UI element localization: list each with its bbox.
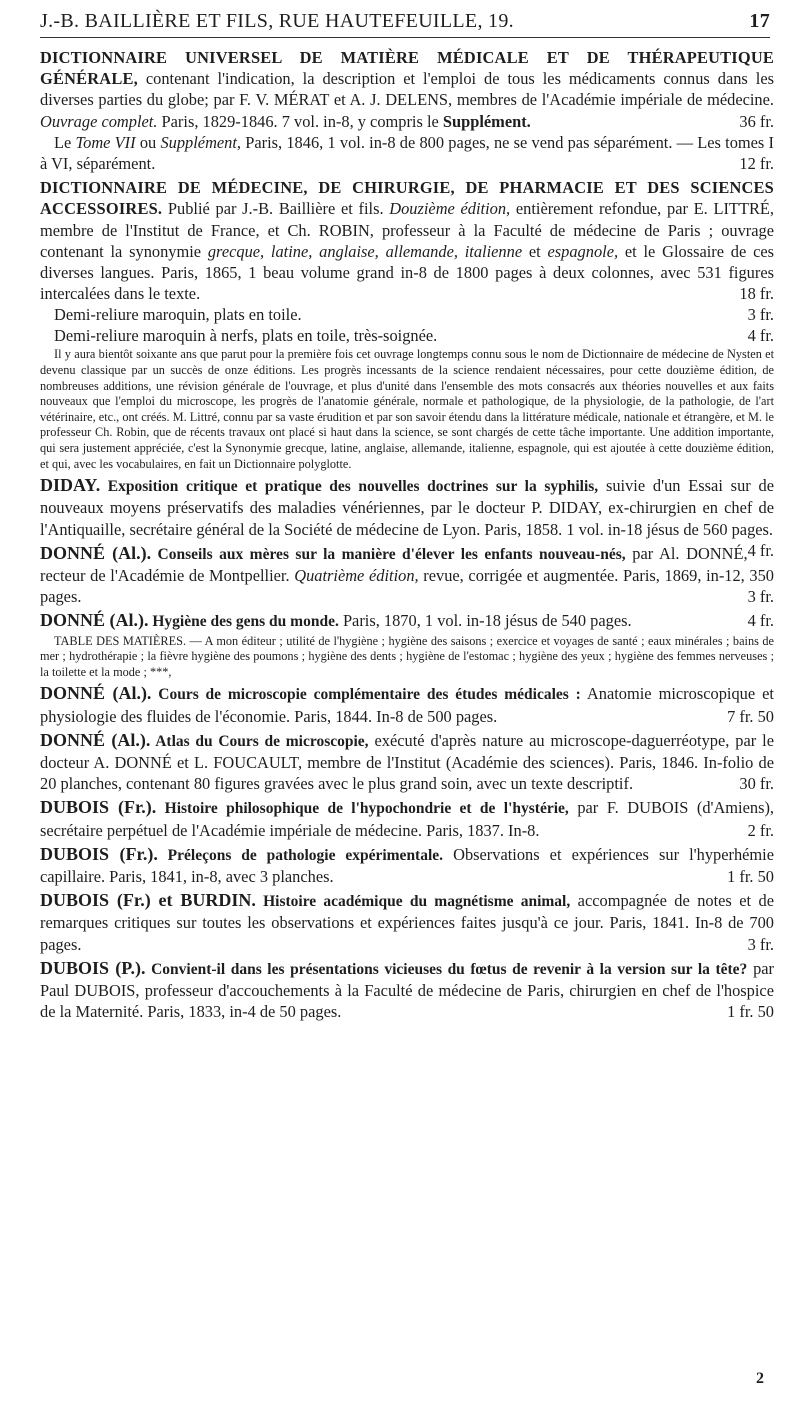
entry-text: DONNÉ (Al.). Cours de microscopie complémentaire des études médicales : Anatomie microscopique et physiologie des fluides de l'économie. Paris, 1844. In-8 de 500 pages. 7 fr. 50 bbox=[40, 683, 774, 726]
catalogue-entry bbox=[40, 543, 774, 608]
catalogue-entry bbox=[40, 610, 774, 680]
catalogue-entry bbox=[40, 47, 774, 174]
entry-text: DUBOIS (P.). Convient-il dans les présentations vicieuses du fœtus de revenir à la version sur la tête? par Paul DUBOIS, professeur d'accouchements à la Faculté de médecine de Paris, chirurgien en chef de l'hospice de la Maternité. Paris, 1833, in-4 de 50 pages. 1 fr. 50 bbox=[40, 957, 775, 1022]
entry-price: 4 fr. bbox=[747, 540, 774, 560]
entry-text: DIDAY. Exposition critique et pratique des nouvelles doctrines sur la syphilis, suivie d'un Essai sur de nouveaux moyens préservatifs des maladies vénériennes, par le docteur P. DIDAY, ex-chirurgien en chef de l'Antiquaille, secrétaire général de la Société de médecine de Lyon. Paris, 1858. 1 vol. in-18 jésus de 560 pages. 4 fr. bbox=[40, 475, 774, 560]
entry-price: 3 fr. bbox=[747, 587, 774, 607]
catalogue-entry bbox=[40, 683, 774, 726]
catalogue-entries bbox=[40, 47, 774, 1025]
running-title: J.-B. BAILLIÈRE ET FILS, RUE HAUTEFEUILLE, 19. bbox=[40, 10, 514, 32]
entry-price: 1 fr. 50 bbox=[727, 1002, 774, 1022]
signature-mark: 2 bbox=[756, 1370, 764, 1387]
entry-text: DONNÉ (Al.). Hygiène des gens du monde. Paris, 1870, 1 vol. in-18 jésus de 540 pages. 4 fr. bbox=[40, 610, 774, 631]
page-number: 17 bbox=[749, 10, 770, 32]
entry-text: DUBOIS (Fr.) et BURDIN. Histoire académique du magnétisme animal, accompagnée de notes et de remarques critiques sur toutes les observations et expériences faites jusqu'à ce jour. Paris, 1841. In-8 de 700 pages. 3 fr. bbox=[40, 890, 774, 954]
entry-price: 4 fr. bbox=[747, 611, 774, 631]
entry-price: 36 fr. bbox=[739, 111, 774, 131]
catalogue-entry bbox=[40, 177, 774, 472]
running-head bbox=[40, 7, 770, 38]
catalogue-entry bbox=[40, 797, 774, 840]
catalogue-entry bbox=[40, 730, 774, 795]
entry-note: TABLE DES MATIÈRES. — A mon éditeur ; utilité de l'hygiène ; hygiène des saisons ; exercice et voyages de santé ; eaux minérales ; bains de mer ; hydrothérapie ; la fièvre hygiène des poumons ; hygiène des dents ; hygiène de l'estomac ; hygiène des yeux ; hygiène des femmes nerveuses ; la toilette et la mode ; ***, bbox=[40, 633, 774, 679]
catalogue-entry bbox=[40, 844, 774, 887]
entry-price: 3 fr. bbox=[747, 934, 774, 954]
catalogue-entry bbox=[40, 475, 774, 560]
entry-price: 7 fr. 50 bbox=[727, 706, 774, 726]
entry-price: 12 fr. bbox=[739, 154, 774, 174]
binding-option: Demi-reliure maroquin à nerfs, plats en toile, très-soignée. 4 fr. bbox=[54, 326, 774, 346]
entry-text: DICTIONNAIRE DE MÉDECINE, DE CHIRURGIE, DE PHARMACIE ET DES SCIENCES ACCESSOIRES. Publié par J.-B. Baillière et fils. Douzième édition, entièrement refondue, par E. LITTRÉ, membre de l'Institut de France, et Ch. ROBIN, professeur à la Faculté de médecine de Paris ; ouvrage contenant la synonymie grecque, latine, anglaise, allemande, italienne et espagnole, et le Glossaire de ces diverses langues. Paris, 1865, 1 beau volume grand in-8 de 1800 pages à deux colonnes, avec 531 figures intercalées dans le texte. 18 fr. bbox=[40, 178, 774, 304]
entry-price: 18 fr. bbox=[739, 284, 774, 304]
entry-text: DUBOIS (Fr.). Histoire philosophique de l'hypochondrie et de l'hystérie, par F. DUBOIS (d'Amiens), secrétaire perpétuel de l'Académie impériale de médecine. Paris, 1837. In-8. 2 fr. bbox=[40, 797, 775, 840]
entry-supplement: Le Tome VII ou Supplément, Paris, 1846, 1 vol. in-8 de 800 pages, ne se vend pas séparément. — Les tomes I à VI, séparément. 12 fr. bbox=[40, 132, 774, 174]
binding-option: Demi-reliure maroquin, plats en toile. 3 fr. bbox=[54, 305, 774, 325]
entry-price: 1 fr. 50 bbox=[727, 867, 774, 887]
entry-text: DONNÉ (Al.). Conseils aux mères sur la manière d'élever les enfants nouveau-nés, par Al. DONNÉ, recteur de l'Académie de Montpellier. Quatrième édition, revue, corrigée et augmentée. Paris, 1869, in-12, 350 pages. 3 fr. bbox=[40, 542, 775, 607]
entry-text: DICTIONNAIRE UNIVERSEL DE MATIÈRE MÉDICALE ET DE THÉRAPEUTIQUE GÉNÉRALE, contenant l'indication, la description et l'emploi de tous les médicaments connus dans les diverses parties du globe; par F. V. MÉRAT et A. J. DELENS, membres de l'Académie impériale de médecine. Ouvrage complet. Paris, 1829-1846. 7 vol. in-8, y compris le Supplément. 36 fr. bbox=[40, 48, 774, 131]
entry-text: DONNÉ (Al.). Atlas du Cours de microscopie, exécuté d'après nature au microscope-daguerréotype, par le docteur A. DONNÉ et L. FOUCAULT, membre de l'Institut (Académie des sciences). Paris, 1846. In-folio de 20 planches, contenant 80 figures gravées avec le plus grand soin, avec un texte descriptif. 30 fr. bbox=[40, 729, 774, 794]
entry-price: 30 fr. bbox=[739, 774, 774, 794]
entry-price: 2 fr. bbox=[747, 820, 774, 840]
catalogue-entry bbox=[40, 890, 774, 955]
entry-text: DUBOIS (Fr.). Préleçons de pathologie expérimentale. Observations et expériences sur l'hyperhémie capillaire. Paris, 1841, in-8, avec 3 planches. 1 fr. 50 bbox=[40, 843, 774, 887]
catalogue-entry bbox=[40, 958, 774, 1023]
entry-note: Il y aura bientôt soixante ans que parut pour la première fois cet ouvrage longtemps connu sous le nom de Dictionnaire de médecine de Nysten et devenu classique par un succès de onze éditions. Les progrès incessants de la science rendaient nécessaires, pour cette douzième édition, de nombreuses additions, une révision générale de l'ouvrage, et plus d'unité dans l'ensemble des mots consacrés aux théories nouvelles et aux faits nouveaux que l'emploi du microscope, les progrès de l'anatomie générale, normale et pathologique, de la physiologie, de la pathologie, de l'art vétérinaire, etc., ont créés. M. Littré, connu par sa vaste érudition et par son savoir étendu dans la littérature médicale, nationale et étrangère, et M. le professeur Ch. Robin, que de récents travaux ont placé si haut dans la science, se sont chargés de cette tâche importante. Une addition importante, qui sera justement appréciée, c'est la Synonymie grecque, latine, anglaise, allemande, italienne, espagnole, qui est ajoutée à cette douzième édition, et qui, avec les vocabulaires, en fait un Dictionnaire polyglotte. bbox=[40, 347, 774, 471]
